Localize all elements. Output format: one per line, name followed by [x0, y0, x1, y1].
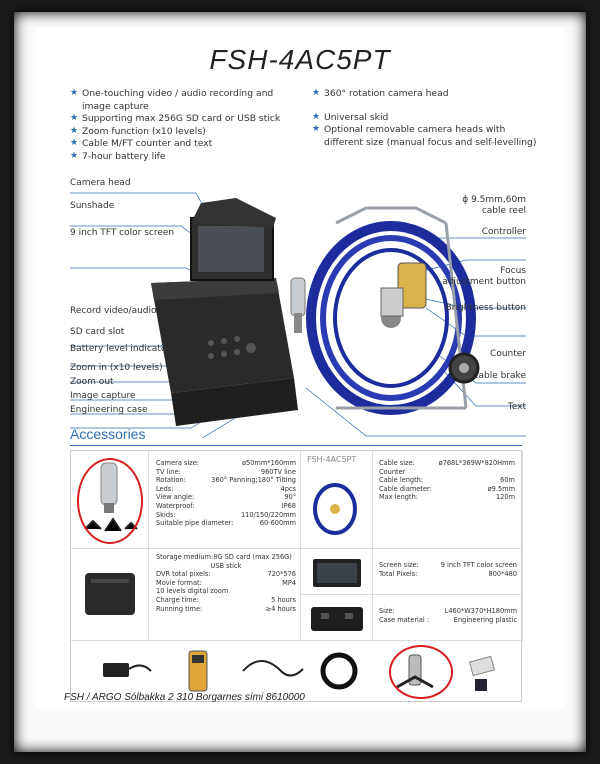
spec-row: Suitable pipe diameter: 60-600mm: [156, 519, 296, 528]
product-title: FSH-4AC5PT: [209, 44, 391, 75]
cell-dvr-image: [71, 549, 149, 641]
cell-camera-specs: [149, 451, 301, 549]
spec-row: 10 levels digital zoom: [156, 587, 229, 596]
case-closed-thumbnail: [301, 595, 373, 641]
star-icon: ★: [70, 138, 79, 148]
spec-row: Waterproof: IP68: [156, 501, 296, 510]
cell-screen-image: [301, 549, 373, 595]
cell-reel-image: [301, 451, 373, 549]
label-battery: Battery level indicator: [70, 344, 171, 354]
spec-row: Counter: [379, 467, 406, 476]
label-camera-head: Camera head: [70, 178, 131, 188]
spec-row: Max length: 120m: [379, 493, 515, 502]
divider: [70, 445, 522, 446]
feature-item: ★ Optional removable camera heads with: [312, 124, 506, 135]
star-icon: ★: [312, 124, 321, 134]
feature-item: ★ One-touching video / audio recording and: [70, 88, 274, 99]
reel-thumbnail: [301, 451, 373, 549]
screen-spec-list: [379, 561, 517, 578]
cable-coil-icon: [323, 655, 355, 687]
spec-row: Skids: 110/150/220mm: [156, 510, 296, 519]
label-cable-brake: Cable brake: [472, 371, 526, 381]
spec-row: View angle: 90°: [156, 493, 296, 502]
spec-row: DVR total pixels: 720*576: [156, 570, 296, 579]
label-image-capture: Image capture: [70, 391, 136, 401]
feature-item: image capture: [82, 100, 149, 112]
accessories-heading: Accessories: [70, 426, 146, 442]
spec-row: USB stick: [210, 561, 242, 570]
cell-screen-specs: [373, 549, 523, 595]
label-cable-reel: ϕ 9.5mm,60m cable reel: [462, 195, 526, 216]
spec-row: Cable diameter: ø9.5mm: [379, 484, 515, 493]
case-spec-list: [379, 607, 517, 624]
cell-case-image: [301, 595, 373, 641]
label-controller: Controller: [481, 227, 526, 237]
label-case: Engineering case: [70, 405, 148, 415]
star-icon: ★: [70, 88, 79, 98]
camera-spec-list: [156, 459, 296, 528]
spec-row: TV line: 960TV line: [156, 467, 296, 476]
spec-row: Screen size: 9 inch TFT color screen: [379, 561, 517, 569]
highlight-circle: [77, 458, 143, 544]
label-sunshade: Sunshade: [70, 201, 115, 211]
feature-item: ★ Universal skid: [312, 111, 389, 123]
star-icon: ★: [70, 125, 79, 136]
feature-list-left: [70, 88, 300, 163]
star-icon: ★: [312, 111, 321, 122]
feature-item: ★ Supporting max 256G SD card or USB stick: [70, 113, 281, 124]
monitor-thumbnail: [301, 549, 373, 595]
charger-icon: [103, 663, 151, 677]
dvr-spec-list: [156, 553, 296, 613]
label-record: Record video/audio: [70, 306, 157, 316]
model-label: FSH-4AC5PT: [307, 455, 357, 464]
feature-item: ★ Zoom function (x10 levels): [70, 125, 206, 137]
feature-item: ★ 7-hour battery life: [70, 150, 166, 162]
label-screen: 9 inch TFT color screen: [70, 228, 175, 238]
spec-row: Case material : Engineering plastic: [379, 615, 517, 624]
cell-reel-specs: [373, 451, 523, 549]
spec-row: Movie format: MP4: [156, 578, 296, 587]
star-icon: ★: [312, 88, 321, 98]
label-text: Text: [507, 402, 526, 412]
remote-icon: [189, 651, 207, 691]
star-icon: ★: [70, 150, 79, 161]
label-sd-slot: SD card slot: [70, 327, 125, 337]
cell-case-specs: [373, 595, 523, 641]
label-focus: Focus adjustment button: [442, 266, 526, 287]
star-icon: ★: [70, 113, 79, 123]
spec-row: Size: L460*W370*H180mm: [379, 607, 517, 615]
highlight-circle: [389, 645, 453, 699]
label-brightness: Brightness button: [445, 303, 526, 313]
feature-item: ★ 360° rotation camera head: [312, 88, 449, 99]
spec-row: Rotation: 360° Panning;180° Tilting: [156, 476, 296, 485]
label-zoom-in: Zoom in (x10 levels): [70, 363, 163, 373]
label-counter: Counter: [490, 349, 526, 359]
brochure-page: [36, 28, 564, 708]
spec-row: Total Pixels: 800*480: [379, 569, 517, 578]
reel-spec-list: [379, 459, 515, 502]
feature-item: ★ Cable M/FT counter and text: [70, 138, 213, 149]
spec-row: Running time: ≥4 hours: [156, 604, 296, 613]
feature-list-right: [312, 88, 542, 149]
feature-item: different size (manual focus and self-levelling): [324, 136, 537, 148]
cell-dvr-specs: [149, 549, 301, 641]
accessories-table: [70, 450, 522, 702]
spec-row: Leds: 4pcs: [156, 484, 296, 493]
spec-row: Storage medium:8G SD card (max 256G): [156, 553, 292, 561]
case-thumbnail: [71, 549, 149, 641]
spec-row: Camera size: ø50mm*160mm: [156, 459, 296, 467]
footer-address: FSH / ARGO Sólbakka 2 310 Borgarnes sími 8610000: [64, 692, 305, 703]
sd-card-icon: [470, 656, 495, 691]
spec-row: Charge time: 5 hours: [156, 595, 296, 604]
label-zoom-out: Zoom out: [70, 377, 114, 387]
spec-row: Cable length: 60m: [379, 476, 515, 485]
spec-row: Cable size: ø768L*369W*820Hmm: [379, 459, 515, 467]
usb-cable-icon: [243, 661, 303, 676]
